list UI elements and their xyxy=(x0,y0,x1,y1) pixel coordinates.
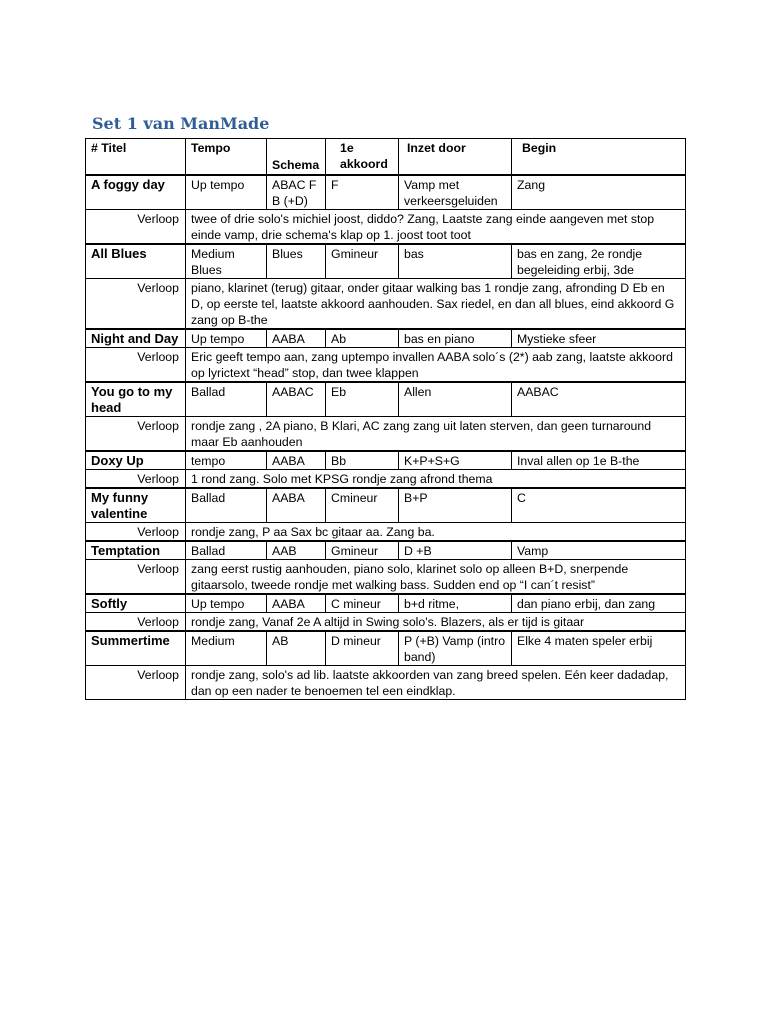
verloop-label: Verloop xyxy=(86,523,186,542)
song-first-chord: C mineur xyxy=(326,594,399,613)
song-schema: AABA xyxy=(267,594,326,613)
song-start: bas en zang, 2e rondje begeleiding erbij, 3de xyxy=(512,244,686,279)
song-intro-by: bas en piano xyxy=(399,329,512,348)
song-intro-by: Allen xyxy=(399,382,512,417)
song-tempo: Up tempo xyxy=(186,175,267,210)
verloop-row xyxy=(86,613,686,632)
song-schema: Blues xyxy=(267,244,326,279)
verloop-text: 1 rond zang. Solo met KPSG rondje zang afrond thema xyxy=(186,470,686,489)
song-row xyxy=(86,175,686,210)
song-first-chord: D mineur xyxy=(326,631,399,666)
song-row xyxy=(86,631,686,666)
song-title: You go to my head xyxy=(86,382,186,417)
song-first-chord: Cmineur xyxy=(326,488,399,523)
song-tempo: Up tempo xyxy=(186,329,267,348)
song-first-chord: Ab xyxy=(326,329,399,348)
verloop-row xyxy=(86,666,686,700)
header-inzet: Inzet door xyxy=(399,139,512,176)
verloop-text: rondje zang, Vanaf 2e A altijd in Swing solo's. Blazers, als er tijd is gitaar xyxy=(186,613,686,632)
verloop-row xyxy=(86,348,686,383)
setlist-table xyxy=(85,138,686,700)
song-intro-by: bas xyxy=(399,244,512,279)
song-title: Night and Day xyxy=(86,329,186,348)
document-title: Set 1 van ManMade xyxy=(92,114,270,133)
song-row xyxy=(86,382,686,417)
song-intro-by: B+P xyxy=(399,488,512,523)
song-intro-by: Vamp met verkeersgeluiden xyxy=(399,175,512,210)
song-title: Softly xyxy=(86,594,186,613)
verloop-text: rondje zang, P aa Sax bc gitaar aa. Zang ba. xyxy=(186,523,686,542)
song-first-chord: Bb xyxy=(326,451,399,470)
song-schema: AABA xyxy=(267,451,326,470)
song-tempo: Ballad xyxy=(186,488,267,523)
song-tempo: Medium Blues xyxy=(186,244,267,279)
setlist-body xyxy=(86,139,686,700)
song-intro-by: b+d ritme, xyxy=(399,594,512,613)
verloop-row xyxy=(86,279,686,330)
song-first-chord: Gmineur xyxy=(326,244,399,279)
verloop-row xyxy=(86,417,686,452)
verloop-label: Verloop xyxy=(86,560,186,595)
song-schema: AABA xyxy=(267,329,326,348)
song-start: C xyxy=(512,488,686,523)
song-tempo: Ballad xyxy=(186,382,267,417)
verloop-text: zang eerst rustig aanhouden, piano solo, klarinet solo op alleen B+D, snerpende gitaarsolo, tweede rondje met walking bass. Sudden end op “I can´t resist” xyxy=(186,560,686,595)
header-akkoord: 1e akkoord xyxy=(326,139,399,176)
song-start: Vamp xyxy=(512,541,686,560)
header-tempo: Tempo xyxy=(186,139,267,176)
song-row xyxy=(86,244,686,279)
verloop-label: Verloop xyxy=(86,613,186,632)
verloop-row xyxy=(86,470,686,489)
song-schema: ABAC F B (+D) xyxy=(267,175,326,210)
song-schema: AABAC xyxy=(267,382,326,417)
song-row xyxy=(86,594,686,613)
song-title: All Blues xyxy=(86,244,186,279)
song-title: Temptation xyxy=(86,541,186,560)
verloop-label: Verloop xyxy=(86,210,186,245)
song-first-chord: Eb xyxy=(326,382,399,417)
song-start: Zang xyxy=(512,175,686,210)
verloop-text: rondje zang , 2A piano, B Klari, AC zang zang uit laten sterven, dan geen turnaround maar Eb aanhouden xyxy=(186,417,686,452)
header-schema: Schema xyxy=(267,139,326,176)
song-intro-by: P (+B) Vamp (intro band) xyxy=(399,631,512,666)
verloop-label: Verloop xyxy=(86,666,186,700)
verloop-text: piano, klarinet (terug) gitaar, onder gitaar walking bas 1 rondje zang, afronding D Eb en D, op eerste tel, laatste akkoord aanhouden. Sax riedel, en dan all blues, eind akkoord G zang op B-the xyxy=(186,279,686,330)
verloop-row xyxy=(86,210,686,245)
verloop-label: Verloop xyxy=(86,470,186,489)
song-first-chord: F xyxy=(326,175,399,210)
song-schema: AABA xyxy=(267,488,326,523)
verloop-text: rondje zang, solo's ad lib. laatste akkoorden van zang breed spelen. Eén keer dadadap, dan op een nader te benoemen tel een eindklap. xyxy=(186,666,686,700)
verloop-label: Verloop xyxy=(86,348,186,383)
song-title: Doxy Up xyxy=(86,451,186,470)
song-start: dan piano erbij, dan zang xyxy=(512,594,686,613)
song-row xyxy=(86,451,686,470)
verloop-text: Eric geeft tempo aan, zang uptempo invallen AABA solo´s (2*) aab zang, laatste akkoord op lyrictext “head” stop, dan twee klappen xyxy=(186,348,686,383)
song-schema: AB xyxy=(267,631,326,666)
header-begin: Begin xyxy=(512,139,686,176)
song-intro-by: K+P+S+G xyxy=(399,451,512,470)
verloop-row xyxy=(86,560,686,595)
verloop-label: Verloop xyxy=(86,279,186,330)
song-schema: AAB xyxy=(267,541,326,560)
header-titel: # Titel xyxy=(86,139,186,176)
song-start: Inval allen op 1e B-the xyxy=(512,451,686,470)
song-tempo: Medium xyxy=(186,631,267,666)
song-start: AABAC xyxy=(512,382,686,417)
song-title: Summertime xyxy=(86,631,186,666)
song-row xyxy=(86,541,686,560)
verloop-text: twee of drie solo's michiel joost, diddo? Zang, Laatste zang einde aangeven met stop einde vamp, drie schema's klap op 1. joost toot toot xyxy=(186,210,686,245)
verloop-row xyxy=(86,523,686,542)
song-tempo: Ballad xyxy=(186,541,267,560)
song-row xyxy=(86,329,686,348)
table-header-row xyxy=(86,139,686,176)
song-title: A foggy day xyxy=(86,175,186,210)
verloop-label: Verloop xyxy=(86,417,186,452)
song-first-chord: Gmineur xyxy=(326,541,399,560)
song-tempo: tempo xyxy=(186,451,267,470)
song-title: My funny valentine xyxy=(86,488,186,523)
song-intro-by: D +B xyxy=(399,541,512,560)
song-start: Elke 4 maten speler erbij xyxy=(512,631,686,666)
song-row xyxy=(86,488,686,523)
song-tempo: Up tempo xyxy=(186,594,267,613)
song-start: Mystieke sfeer xyxy=(512,329,686,348)
